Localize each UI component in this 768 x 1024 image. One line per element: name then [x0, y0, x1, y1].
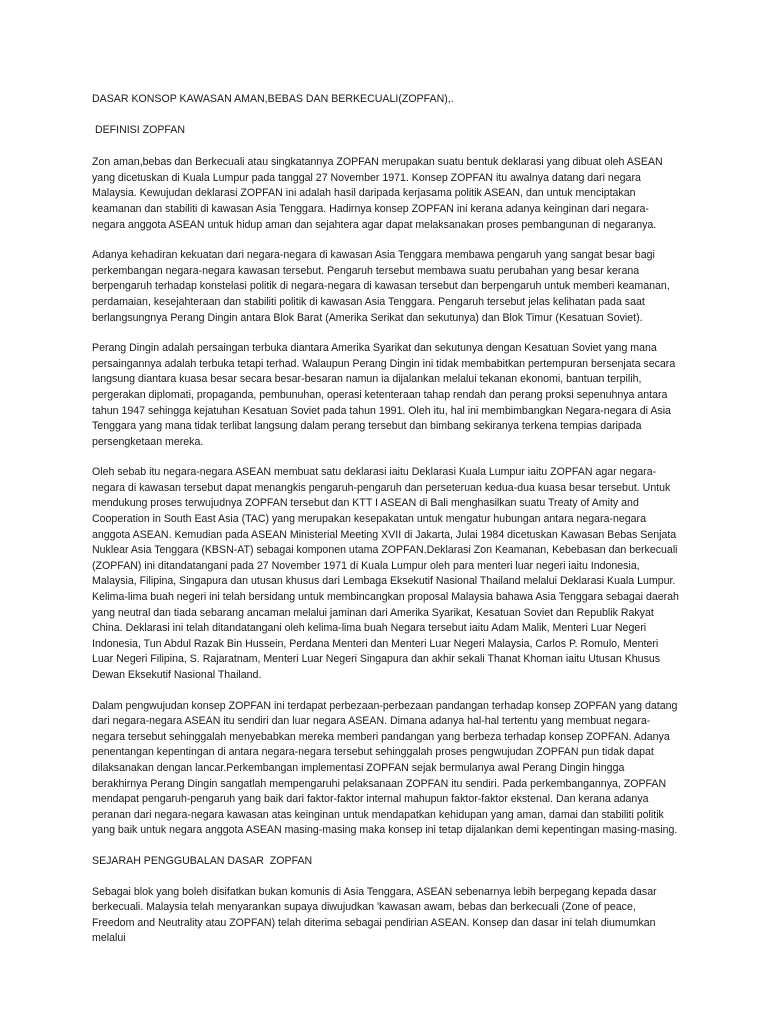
document-body — [92, 92, 680, 962]
document-title: DASAR KONSOP KAWASAN AMAN,BEBAS DAN BERKECUALI(ZOPFAN),. — [92, 93, 454, 105]
paragraph-definisi: Zon aman,bebas dan Berkecuali atau singkatannya ZOPFAN merupakan suatu bentuk deklarasi yang dibuat oleh ASEAN yang dicetuskan di Kuala Lumpur pada tanggal 27 November 1971. Konsep ZOPFAN itu awalnya datang dari negara Malaysia. Kewujudan deklarasi ZOPFAN ini adalah hasil daripada kerjasama politik ASEAN, dan untuk menciptakan keamanan dan stabiliti di kawasan Asia Tenggara. Hadirnya konsep ZOPFAN ini kerana adanya keinginan dari negara- negara anggota ASEAN untuk hidup aman dan sejahtera agar dapat melaksanakan proses pembangunan di negaranya. — [92, 156, 663, 231]
section-heading-definisi: DEFINISI ZOPFAN — [92, 123, 186, 136]
paragraph-sejarah: Sebagai blok yang boleh disifatkan bukan komunis di Asia Tenggara, ASEAN sebenarnya lebih berpegang kepada dasar berkecuali. Malaysia telah menyarankan supaya diwujudkan 'kawasan awam, bebas dan berkecuali (Zone of peace, Freedom and Neutrality atau ZOPFAN) telah diterima sebagai pendirian ASEAN. Konsep dan dasar ini telah diumumkan melalui — [92, 885, 657, 945]
paragraph-deklarasi-kuala-lumpur: Oleh sebab itu negara-negara ASEAN membuat satu deklarasi iaitu Deklarasi Kuala Lumpur iaitu ZOPFAN agar negara-negara di kawasan tersebut dapat menangkis pengaruh-pengaruh dan perseteruan kedua-dua kuasa besar tersebut. Untuk mendukung proses terwujudnya ZOPFAN tersebut dan KTT I ASEAN di Bali menghasilkan suatu Treaty of Amity and Cooperation in South East Asia (TAC) yang merupakan kesepakatan untuk mengatur hubungan antara negara-negara anggota ASEAN. Kemudian pada ASEAN Ministerial Meeting XVII di Jakarta, Julai 1984 dicetuskan Kawasan Bebas Senjata Nuklear Asia Tenggara (KBSN-AT) sebagai komponen utama ZOPFAN.Deklarasi Zon Keamanan, Kebebasan dan berkecuali (ZOPFAN) ini ditandatangani pada 27 November 1971 di Kuala Lumpur oleh para menteri luar negeri iaitu Indonesia, Malaysia, Filipina, Singapura dan utusan khusus dari Lembaga Eksekutif Nasional Thailand melalui Deklarasi Kuala Lumpur. Kelima-lima buah negeri ini telah bersidang untuk membincangkan proposal Malaysia bahawa Asia Tenggara sebagai daerah yang neutral dan tiada sebarang ancaman melalui jaminan dari Amerika Syarikat, Kesatuan Soviet dan Republik Rakyat China. Deklarasi ini telah ditandatangani oleh kelima-lima buah Negara tersebut iaitu Adam Malik, Menteri Luar Negeri Indonesia, Tun Abdul Razak Bin Hussein, Perdana Menteri dan Menteri Luar Negeri Malaysia, Carlos P. Romulo, Menteri Luar Negeri Filipina, S. Rajaratnam, Menteri Luar Negeri Singapura dan akhir sekali Thanat Khoman iaitu Utusan Khusus Dewan Eksekutif Nasional Thailand. — [92, 466, 679, 681]
section-heading-sejarah: SEJARAH PENGGUBALAN DASAR ZOPFAN — [92, 854, 313, 867]
paragraph-kehadiran-kekuatan: Adanya kehadiran kekuatan dari negara-negara di kawasan Asia Tenggara membawa pengaruh yang sangat besar bagi perkembangan negara-negara kawasan tersebut. Pengaruh tersebut membawa suatu perubahan yang besar kerana berpengaruh terhadap konstelasi politik di negara-negara di kawasan tersebut dan berpengaruh untuk memberi keamanan, perdamaian, kesejahteraan dan stabiliti politik di kawasan Asia Tenggara. Pengaruh tersebut jelas kelihatan pada saat berlangsungnya Perang Dingin antara Blok Barat (Amerika Serikat dan sekutunya) dan Blok Timur (Kesatuan Soviet). — [92, 249, 670, 324]
paragraph-pengwujudan-zopfan: Dalam pengwujudan konsep ZOPFAN ini terdapat perbezaan-perbezaan pandangan terhadap konsep ZOPFAN yang datang dari negara-negara ASEAN itu sendiri dan luar negara ASEAN. Dimana adanya hal-hal tertentu yang membuat negara-negara tersebut sehinggalah menyebabkan mereka memberi pandangan yang berbeza terhadap konsep ZOPFAN. Adanya penentangan kepentingan di antara negara-negara tersebut sehinggalah proses pengwujudan ZOPFAN pun tidak dapat dilaksanakan dengan lancar.Perkembangan implementasi ZOPFAN sejak bermulanya awal Perang Dingin hingga berakhirnya Perang Dingin sangatlah mempengaruhi pelaksanaan ZOPFAN itu sendiri. Pada perkembangannya, ZOPFAN mendapat pengaruh-pengaruh yang baik dari faktor-faktor internal mahupun faktor-faktor ekstenal. Dan kerana adanya peranan dari negara-negara kawasan atas keinginan untuk mendapatkan kehidupan yang aman, damai dan stabiliti politik yang baik untuk negara anggota ASEAN masing-masing maka konsep ini tetap dijalankan demi kepentingan masing-masing. — [92, 699, 678, 837]
paragraph-perang-dingin: Perang Dingin adalah persaingan terbuka diantara Amerika Syarikat dan sekutunya dengan Kesatuan Soviet yang mana persaingannya adalah terbuka tetapi terhad. Walaupun Perang Dingin ini tidak membabitkan pertempuran bersenjata secara langsung diantara kuasa besar secara besar-besaran namun ia dijalankan melalui tekanan ekonomi, bantuan terpilih, pergerakan diplomati, propaganda, pembunuhan, operasi ketenteraan tahap rendah dan perang proksi sepenuhnya antara tahun 1947 sehingga kejatuhan Kesatuan Soviet pada tahun 1991. Oleh itu, hal ini membimbangkan Negara-negara di Asia Tenggara yang mana tidak terlibat langsung dalam perang tersebut dan bimbang sekiranya terkena tempias daripada persengketaan mereka. — [92, 342, 676, 448]
